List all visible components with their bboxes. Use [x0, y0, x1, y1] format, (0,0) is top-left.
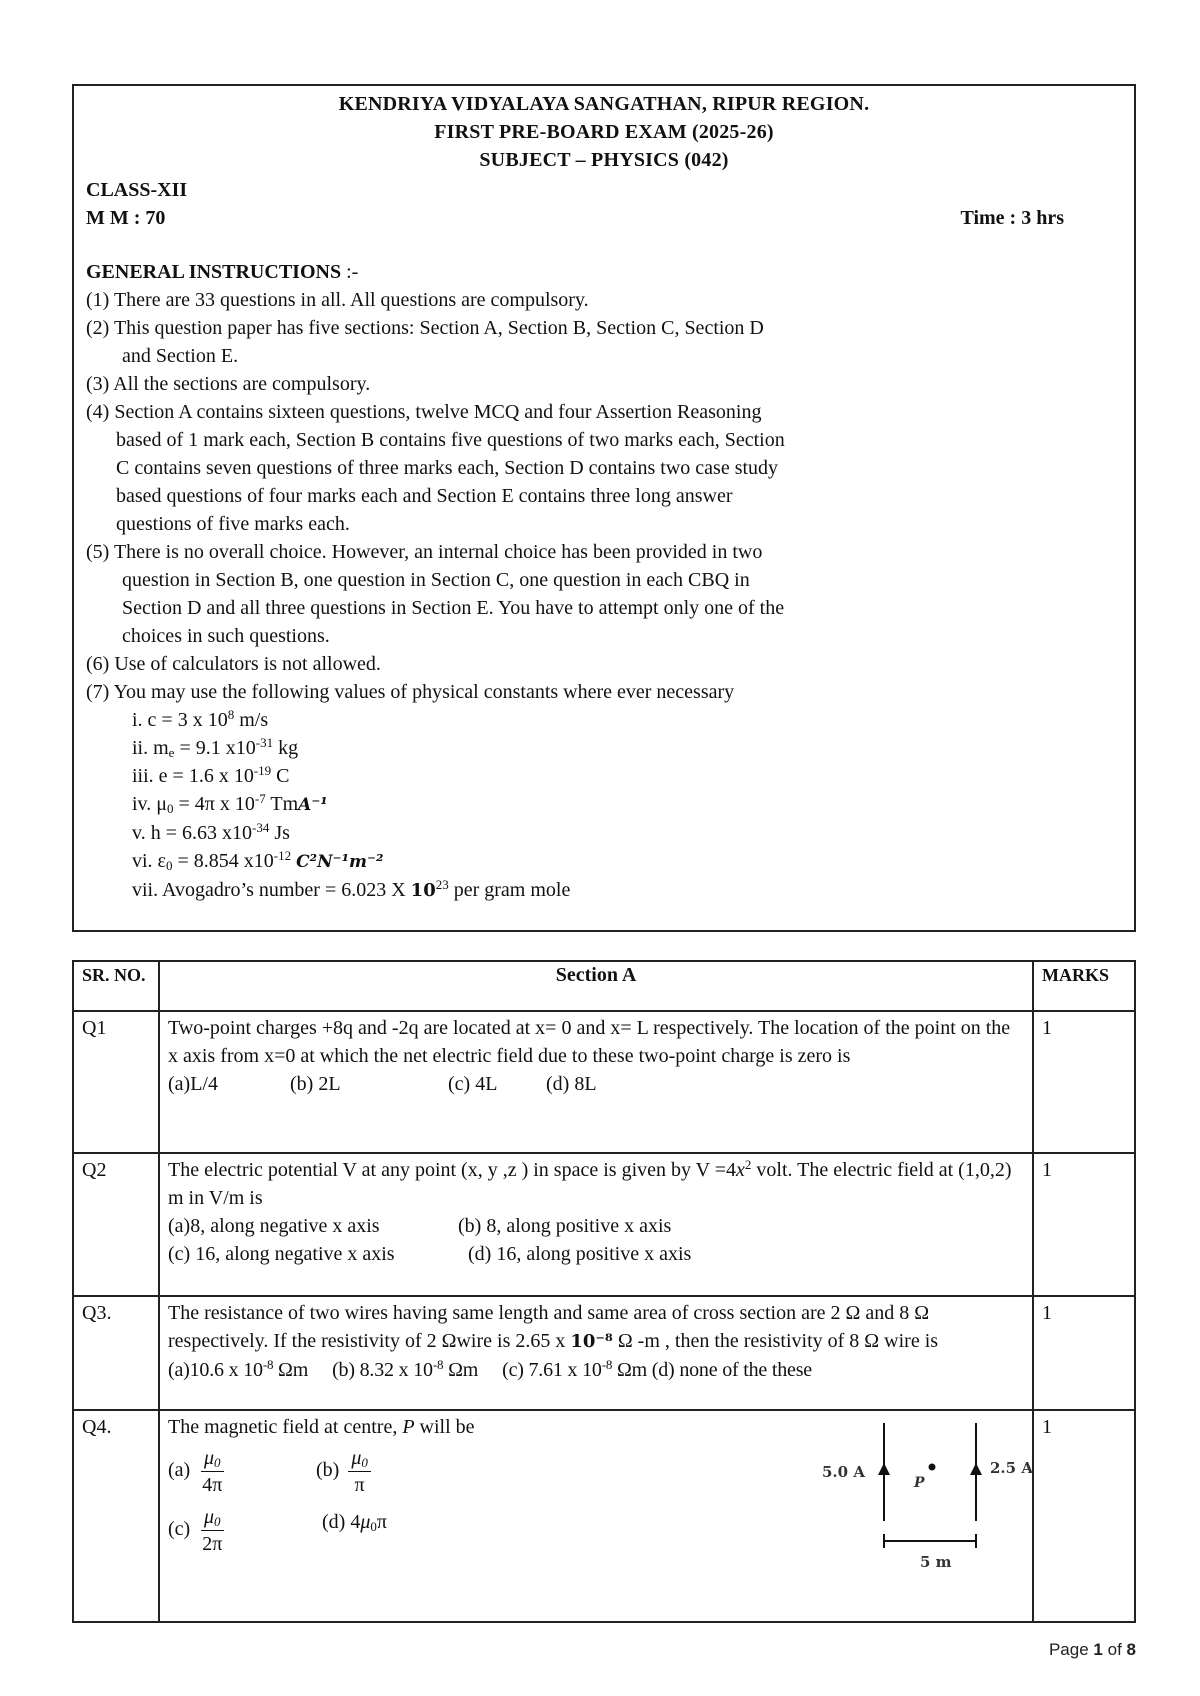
point-p-label: P: [914, 1475, 925, 1491]
q3-text: The resistance of two wires having same length and same area of cross section are 2 Ω and 8 Ω respectively. If the resistivity of 2 Ωwire is 2.65 x 10⁻⁸ Ω -m , then the resistivity of 8 Ω wire is: [168, 1302, 939, 1352]
q2-marks: 1: [1033, 1153, 1135, 1296]
q2-options-row1: [168, 1212, 1024, 1240]
arrow-up-icon: [970, 1463, 982, 1475]
instruction-5: (5) There is no overall choice. However, an internal choice has been provided in two: [86, 541, 763, 563]
q2-body: [159, 1153, 1033, 1296]
instruction-4-cont: based of 1 mark each, Section B contains five questions of two marks each, Section: [116, 429, 785, 451]
q4-text: The magnetic field at centre, P will be: [168, 1416, 475, 1438]
table-row: [73, 1153, 1135, 1296]
time-allowed: Time : 3 hrs: [960, 207, 1064, 229]
q3-option-b: (b) 8.32 x $10^{-8}$ Ωm: [332, 1357, 479, 1381]
q4-body: [159, 1410, 1033, 1622]
instruction-5-cont: Section D and all three questions in Section E. You have to attempt only one of the: [122, 597, 785, 619]
instructions-heading: GENERAL INSTRUCTIONS :-: [86, 261, 359, 283]
constant-c: i. c = 3 x $10^8$ m/s: [132, 707, 269, 731]
max-marks: M M : 70: [86, 207, 166, 229]
left-current-label: 5.0 A: [822, 1463, 865, 1481]
section-a-table: [72, 960, 1136, 1623]
instruction-6: (6) Use of calculators is not allowed.: [86, 653, 381, 675]
instruction-4-cont: C contains seven questions of three marks each, Section D contains two case study: [116, 457, 779, 479]
q3-marks: 1: [1033, 1296, 1135, 1410]
page-footer: Page 1 of 8: [1048, 1640, 1136, 1659]
table-row: [73, 1410, 1135, 1622]
q1-option-c: (c) 4L: [448, 1073, 498, 1095]
q2-option-d: (d) 16, along positive x axis: [468, 1243, 692, 1265]
instruction-5-cont: choices in such questions.: [122, 625, 330, 647]
q3-option-a: (a)10.6 x $10^{-8}$ Ωm: [168, 1357, 309, 1381]
q2-text: The electric potential V at any point (x, y ,z ) in space is given by $V =4x^2$ volt. The electric field at (1,0,2) m in V/m is: [168, 1157, 1012, 1209]
q4-marks: 1: [1033, 1410, 1135, 1622]
q4-number: Q4.: [73, 1410, 159, 1622]
q1-number: Q1: [73, 1011, 159, 1153]
q1-option-b: (b) 2L: [290, 1073, 341, 1095]
q4-option-a: (a) $\frac{\mu_0}{4\pi}$: [168, 1447, 223, 1496]
arrow-up-icon: [878, 1463, 890, 1475]
q3-option-d: (d) none of the these: [651, 1359, 812, 1381]
org-title: KENDRIYA VIDYALAYA SANGATHAN, RIPUR REGION.: [338, 93, 870, 115]
header-section: Section A: [159, 961, 1033, 1011]
instruction-5-cont: question in Section B, one question in Section C, one question in each CBQ in: [122, 569, 750, 591]
header-marks: MARKS: [1033, 961, 1135, 1011]
q4-figure: [780, 1417, 1033, 1577]
instructions-list: [86, 286, 1122, 706]
constant-avogadro: vii. Avogadro’s number = 6.023 X $10^{23}$ per gram mole: [132, 877, 571, 901]
class-label: CLASS-XII: [86, 179, 188, 201]
instruction-2: (2) This question paper has five sections: Section A, Section B, Section C, Section D: [86, 317, 764, 339]
table-row: [73, 1296, 1135, 1410]
table-row: [73, 1011, 1135, 1153]
subject-title: SUBJECT – PHYSICS (042): [479, 149, 729, 171]
q1-marks: 1: [1033, 1011, 1135, 1153]
q1-option-d: (d) 8L: [546, 1073, 597, 1095]
instruction-4-cont: questions of five marks each.: [116, 513, 350, 535]
constant-mu0: iv. $\mu_0 = 4\pi$ x $10^{-7}$ TmA⁻¹: [132, 791, 328, 816]
instruction-4: (4) Section A contains sixteen questions, twelve MCQ and four Assertion Reasoning: [86, 401, 762, 423]
q3-number: Q3.: [73, 1296, 159, 1410]
constants-list: [86, 706, 1122, 905]
point-p-dot: [929, 1464, 936, 1471]
q2-number: Q2: [73, 1153, 159, 1296]
q1-options: [168, 1070, 1024, 1098]
q1-body: [159, 1011, 1033, 1153]
instruction-4-cont: based questions of four marks each and Section E contains three long answer: [116, 485, 733, 507]
q3-body: [159, 1296, 1033, 1410]
marks-time-row: [86, 204, 1122, 232]
q1-option-a: (a)L/4: [168, 1073, 218, 1095]
instruction-1: (1) There are 33 questions in all. All questions are compulsory.: [86, 289, 589, 311]
q4-option-b: (b) $\frac{\mu_0}{\pi}$: [316, 1445, 375, 1498]
q4-option-c: (c) $\frac{\mu_0}{2\pi}$: [168, 1506, 223, 1555]
header-sr-no: SR. NO.: [73, 961, 159, 1011]
q4-option-d: (d) $4\mu_0\pi$: [322, 1511, 387, 1534]
constant-eps0: vi. $\varepsilon_0 = 8.854$ $x10^{-12}$ C²N⁻¹m⁻²: [132, 848, 384, 873]
q2-options-row2: [168, 1240, 1024, 1268]
distance-label: 5 m: [920, 1553, 952, 1571]
instruction-2-cont: and Section E.: [122, 345, 239, 367]
header-box: [72, 84, 1136, 932]
constant-me: ii. $m_e = 9.1$ $x10^{-31}$ kg: [132, 735, 299, 760]
right-current-label: 2.5 A: [990, 1459, 1033, 1477]
instruction-7: (7) You may use the following values of physical constants where ever necessary: [86, 681, 735, 703]
q2-option-b: (b) 8, along positive x axis: [458, 1215, 672, 1237]
q3-option-c: (c) 7.61 x $10^{-8}$ Ωm: [502, 1357, 647, 1381]
exam-title: FIRST PRE-BOARD EXAM (2025-26): [434, 121, 774, 143]
constant-h: v. h = 6.63 $x10^{-34}$ Js: [132, 820, 290, 844]
q2-option-a: (a)8, along negative x axis: [168, 1215, 380, 1237]
q3-options: [168, 1356, 1024, 1384]
q2-option-c: (c) 16, along negative x axis: [168, 1243, 395, 1265]
instruction-3: (3) All the sections are compulsory.: [86, 373, 371, 395]
constant-e: iii. e = 1.6 x $10^{-19}$ C: [132, 763, 290, 787]
table-header-row: [73, 961, 1135, 1011]
q1-text: Two-point charges +8q and -2q are located at x= 0 and x= L respectively. The location of the point on the x axis from x=0 at which the net electric field due to these two-point charge is zero is: [168, 1017, 1011, 1067]
